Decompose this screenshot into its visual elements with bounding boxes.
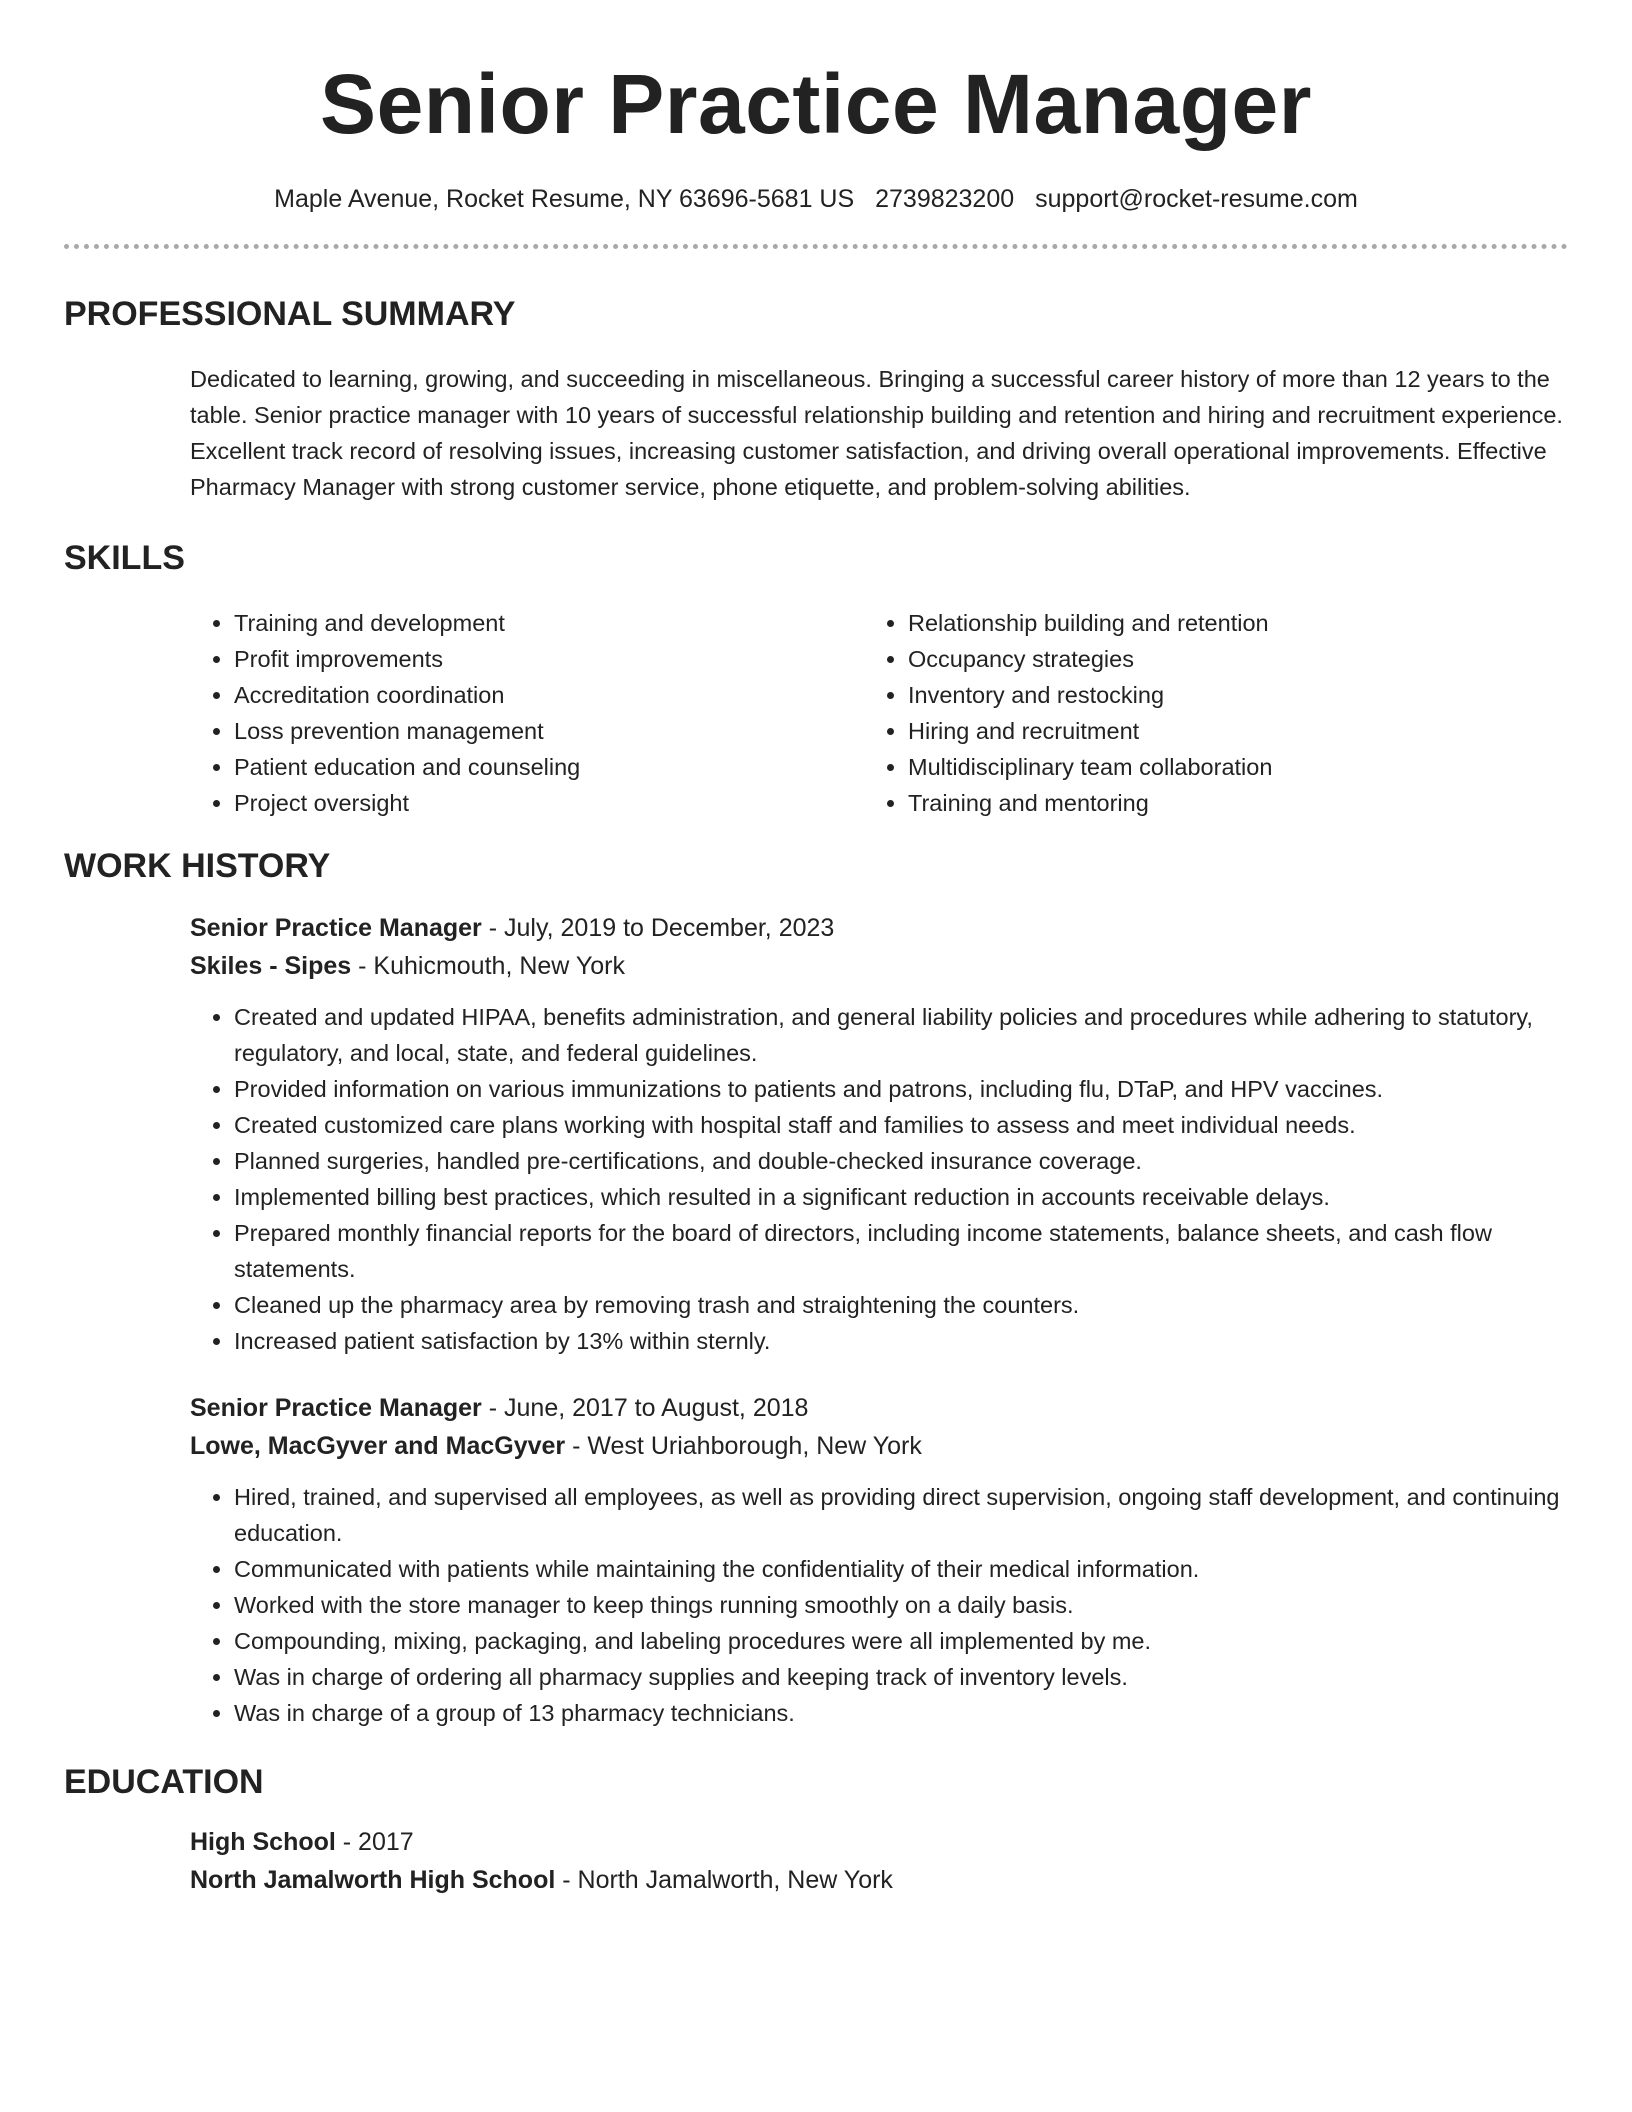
skills-section	[64, 537, 1568, 821]
job-bullet: • Increased patient satisfaction by 13% within sternly.	[234, 1323, 1564, 1359]
education-title: EDUCATION	[64, 1763, 264, 1801]
job-location: - West Uriahborough, New York	[565, 1432, 922, 1460]
job-bullets	[190, 999, 1564, 1359]
job-bullet: • Cleaned up the pharmacy area by removing trash and straightening the counters.	[234, 1287, 1564, 1323]
job-company-line	[190, 1427, 1568, 1465]
contact-email: support@rocket-resume.com	[1035, 185, 1358, 213]
education-year: - 2017	[335, 1828, 414, 1856]
job-bullet: • Communicated with patients while maintaining the confidentiality of their medical information.	[234, 1551, 1564, 1587]
job-company: Lowe, MacGyver and MacGyver	[190, 1432, 566, 1460]
job-entry	[190, 909, 1568, 1359]
job-bullet: • Created and updated HIPAA, benefits administration, and general liability policies and procedures while adhering to statutory, regulatory, and local, state, and federal guidelines.	[234, 999, 1564, 1071]
job-dates: - June, 2017 to August, 2018	[481, 1394, 809, 1422]
job-bullet: • Worked with the store manager to keep things running smoothly on a daily basis.	[234, 1587, 1564, 1623]
education-school-line	[190, 1861, 1568, 1899]
job-company-line	[190, 947, 1568, 985]
skill-item: • Loss prevention management	[234, 713, 864, 749]
job-role-line	[190, 909, 1568, 947]
skill-item: • Occupancy strategies	[908, 641, 1538, 677]
job-entry	[190, 1389, 1568, 1731]
education-entry	[190, 1823, 1568, 1899]
skill-item: • Relationship building and retention	[908, 605, 1538, 641]
work-title: WORK HISTORY	[64, 847, 331, 885]
skills-columns	[190, 605, 1568, 821]
job-location: - Kuhicmouth, New York	[351, 952, 625, 980]
contact-address: Maple Avenue, Rocket Resume, NY 63696-5681 US	[274, 185, 855, 213]
job-bullet: • Was in charge of a group of 13 pharmacy technicians.	[234, 1695, 1564, 1731]
summary-text: Dedicated to learning, growing, and succeeding in miscellaneous. Bringing a successful career history of more than 12 years to the table. Senior practice manager with 10 years of successful relationship building and retention and hiring and recruitment experience. Excellent track record of resolving issues, increasing customer satisfaction, and driving overall operational improvements. Effective Pharmacy Manager with strong customer service, phone etiquette, and problem-solving abilities.	[190, 366, 1563, 500]
resume-name: Senior Practice Manager	[320, 57, 1312, 151]
summary-title: PROFESSIONAL SUMMARY	[64, 295, 516, 333]
resume-page	[64, 0, 1568, 1899]
job-bullet: • Provided information on various immunizations to patients and patrons, including flu, DTaP, and HPV vaccines.	[234, 1071, 1564, 1107]
skills-left-list	[190, 605, 864, 821]
contact-line	[64, 182, 1568, 216]
skills-title: SKILLS	[64, 539, 185, 577]
job-bullet: • Created customized care plans working with hospital staff and families to assess and meet individual needs.	[234, 1107, 1564, 1143]
job-bullet: • Implemented billing best practices, which resulted in a significant reduction in accounts receivable delays.	[234, 1179, 1564, 1215]
skill-item: • Training and mentoring	[908, 785, 1538, 821]
job-role-line	[190, 1389, 1568, 1427]
job-role: Senior Practice Manager	[190, 1394, 482, 1422]
skill-item: • Patient education and counseling	[234, 749, 864, 785]
education-degree-line	[190, 1823, 1568, 1861]
job-dates: - July, 2019 to December, 2023	[481, 914, 835, 942]
job-bullet: • Prepared monthly financial reports for the board of directors, including income statements, balance sheets, and cash flow statements.	[234, 1215, 1564, 1287]
education-school: North Jamalworth High School	[190, 1866, 556, 1894]
job-bullet: • Compounding, mixing, packaging, and labeling procedures were all implemented by me.	[234, 1623, 1564, 1659]
summary-section	[64, 293, 1568, 505]
education-degree: High School	[190, 1828, 336, 1856]
education-location: - North Jamalworth, New York	[555, 1866, 893, 1894]
skill-item: • Accreditation coordination	[234, 677, 864, 713]
job-bullet: • Was in charge of ordering all pharmacy supplies and keeping track of inventory levels.	[234, 1659, 1564, 1695]
skill-item: • Training and development	[234, 605, 864, 641]
education-section	[64, 1761, 1568, 1899]
skill-item: • Hiring and recruitment	[908, 713, 1538, 749]
job-bullets	[190, 1479, 1564, 1731]
skill-item: • Project oversight	[234, 785, 864, 821]
header-divider	[64, 244, 1568, 249]
job-role: Senior Practice Manager	[190, 914, 482, 942]
skill-item: • Profit improvements	[234, 641, 864, 677]
work-section	[64, 845, 1568, 1731]
skill-item: • Multidisciplinary team collaboration	[908, 749, 1538, 785]
contact-phone: 2739823200	[875, 185, 1015, 213]
skills-right-list	[864, 605, 1538, 821]
job-bullet: • Hired, trained, and supervised all employees, as well as providing direct supervision, ongoing staff development, and continuing education.	[234, 1479, 1564, 1551]
job-company: Skiles - Sipes	[190, 952, 352, 980]
skill-item: • Inventory and restocking	[908, 677, 1538, 713]
job-bullet: • Planned surgeries, handled pre-certifications, and double-checked insurance coverage.	[234, 1143, 1564, 1179]
